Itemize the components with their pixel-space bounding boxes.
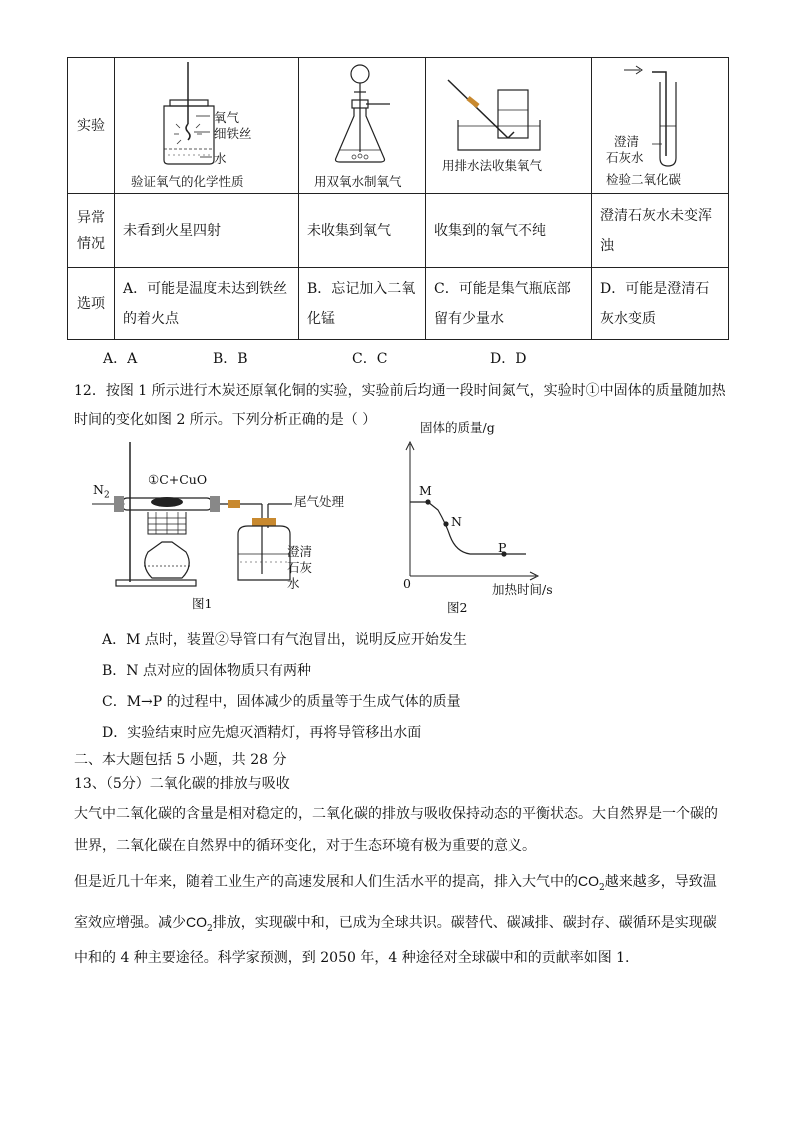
section-2-heading: 二、本大题包括 5 小题，共 28 分 [74,752,287,768]
abnormal-2: 未收集到氧气 [299,194,426,268]
label-n2: $N_2$ [93,482,110,501]
label-c-cuo: ①C+CuO [148,472,208,487]
carbon-reduction-apparatus [92,438,302,588]
label-lime-3: 水 [287,576,300,591]
caption-fig1: 图1 [192,596,213,611]
q11-choice-a: A．A [103,351,138,367]
row-label-experiment: 实验 [68,58,115,194]
q13-p1-line1: 大气中二氧化碳的含量是相对稳定的，二氧化碳的排放与吸收保持动态的平衡状态。大自然界是一个碳的 [74,806,718,822]
q13-p2-line1: 但是近几十年来，随着工业生产的高速发展和人们生活水平的提高，排入大气中的$CO_2$越来越多，导致温 [74,873,717,893]
point-p: P [498,540,507,555]
option-d: D．可能是澄清石灰水变质 [592,268,729,340]
q12-option-d: D．实验结束时应先熄灭酒精灯，再将导管移出水面 [102,725,422,741]
row-label-option: 选项 [68,268,115,340]
row-label-abnormal: 异常 情况 [68,194,115,268]
caption-exp-2: 用双氧水制氧气 [314,174,402,189]
label-exhaust: 尾气处理 [294,494,345,509]
abnormal-1: 未看到火星四射 [115,194,299,268]
option-b: B．忘记加入二氧化锰 [299,268,426,340]
caption-fig2: 图2 [447,600,468,615]
conical-flask-diagram [330,62,410,170]
q13-p2-line3: 中和的 4 种主要途径。科学家预测，到 2050 年，4 种途径对全球碳中和的贡献率如图 1. [74,950,630,966]
label-lime-2: 石灰 [287,560,313,575]
graph-ylabel: 固体的质量/g [420,420,495,435]
solid-mass-time-graph [400,440,540,590]
label-clear: 澄清 [614,134,640,149]
q12-option-c: C．M→P 的过程中，固体减少的质量等于生成气体的质量 [102,694,461,710]
caption-exp-1: 验证氧气的化学性质 [131,174,244,189]
q11-choice-c: C．C [352,351,388,367]
option-c: C．可能是集气瓶底部留有少量水 [426,268,592,340]
point-m: M [419,483,432,498]
abnormal-3: 收集到的氧气不纯 [426,194,592,268]
caption-exp-3: 用排水法收集氧气 [442,158,543,173]
q11-choice-b: B．B [213,351,248,367]
q12-stem-line2: 时间的变化如图 2 所示。下列分析正确的是（ ） [74,412,377,428]
q12-stem-line1: 12．按图 1 所示进行木炭还原氧化铜的实验，实验前后均通一段时间氮气，实验时①中固体的质量随加热 [74,383,726,399]
graph-xlabel: 加热时间/s [492,582,553,597]
caption-exp-4: 检验二氧化碳 [606,172,682,187]
q13-title: 13、（5分）二氧化碳的排放与吸收 [74,776,290,792]
label-lime-1: 澄清 [287,544,313,559]
label-limewater: 石灰水 [606,150,644,165]
label-iron-wire: 细铁丝 [214,126,252,141]
option-a: A．可能是温度未达到铁丝的着火点 [115,268,299,340]
q12-option-b: B．N 点对应的固体物质只有两种 [102,663,311,679]
graph-origin: 0 [403,576,411,591]
q13-p2-line2: 室效应增强。减少$CO_2$排放，实现碳中和，已成为全球共识。碳替代、碳减排、碳封存、碳循环是实现碳 [74,914,717,934]
q11-choice-d: D．D [490,351,527,367]
point-n: N [451,514,462,529]
water-trough-diagram [448,70,548,152]
label-oxygen: 氧气 [214,110,240,125]
q13-p1-line2: 世界，二氧化碳在自然界中的循环变化，对于生态环境有极为重要的意义。 [74,838,536,854]
q12-option-a: A．M 点时，装置②导管口有气泡冒出，说明反应开始发生 [102,632,467,648]
label-water: 水 [214,151,227,166]
abnormal-4: 澄清石灰水未变浑浊 [592,194,729,268]
